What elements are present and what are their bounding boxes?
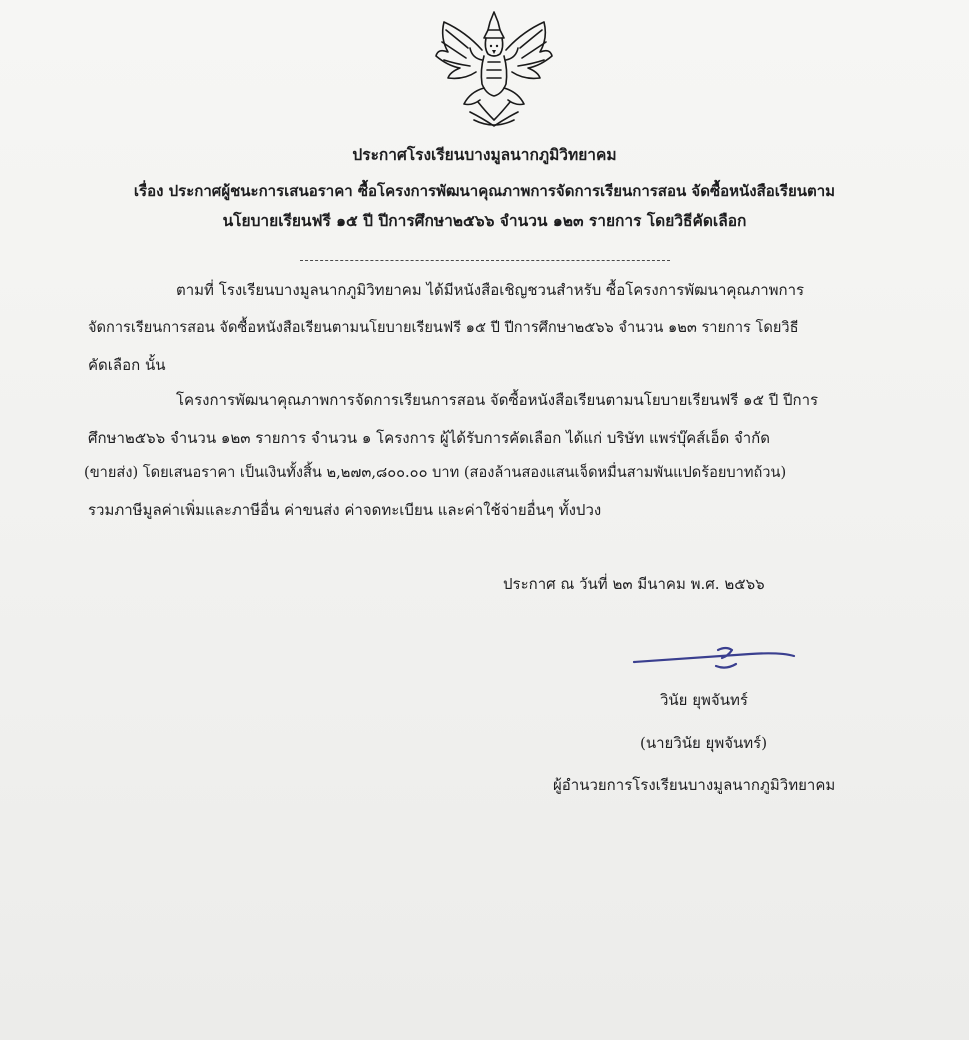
signer-name: วินัย ยุพจันทร์	[660, 691, 748, 709]
paragraph2-line3: (ขายส่ง) โดยเสนอราคา เป็นเงินทั้งสิ้น ๒,๒๗๓,๘๐๐.๐๐ บาท (สองล้านสองแสนเจ็ดหมื่นสามพันแปดร้อยบาทถ้วน)	[84, 464, 787, 481]
handwritten-signature	[630, 640, 800, 680]
announcement-date: ประกาศ ณ วันที่ ๒๓ มีนาคม พ.ศ. ๒๕๖๖	[503, 575, 765, 593]
announcement-subject-line1: เรื่อง ประกาศผู้ชนะการเสนอราคา ซื้อโครงการพัฒนาคุณภาพการจัดการเรียนการสอน จัดซื้อหนังสือเรียนตาม	[133, 182, 836, 200]
paragraph1-line3: คัดเลือก นั้น	[88, 356, 166, 374]
paragraph2-line1: โครงการพัฒนาคุณภาพการจัดการเรียนการสอน จัดซื้อหนังสือเรียนตามนโยบายเรียนฟรี ๑๕ ปี ปีการ	[176, 391, 819, 409]
paragraph2-line4: รวมภาษีมูลค่าเพิ่มและภาษีอื่น ค่าขนส่ง ค่าจดทะเบียน และค่าใช้จ่ายอื่นๆ ทั้งปวง	[88, 501, 602, 519]
announcement-subject-line2: นโยบายเรียนฟรี ๑๕ ปี ปีการศึกษา๒๕๖๖ จำนวน ๑๒๓ รายการ โดยวิธีคัดเลือก	[222, 211, 747, 230]
paragraph2-line2: ศึกษา๒๕๖๖ จำนวน ๑๒๓ รายการ จำนวน ๑ โครงการ ผู้ได้รับการคัดเลือก ได้แก่ บริษัท แพร่บุ๊คส์เอ็ด จำกัด	[88, 429, 771, 447]
signer-position: ผู้อำนวยการโรงเรียนบางมูลนากภูมิวิทยาคม	[553, 776, 836, 794]
announcement-title: ประกาศโรงเรียนบางมูลนากภูมิวิทยาคม	[352, 145, 617, 164]
dashed-divider	[300, 260, 670, 261]
paragraph1-line2: จัดการเรียนการสอน จัดซื้อหนังสือเรียนตามนโยบายเรียนฟรี ๑๕ ปี ปีการศึกษา๒๕๖๖ จำนวน ๑๒๓ รายการ โดยวิธี	[88, 319, 799, 336]
signer-full-name: (นายวินัย ยุพจันทร์)	[640, 734, 768, 752]
garuda-emblem-icon	[430, 8, 558, 130]
paragraph1-line1: ตามที่ โรงเรียนบางมูลนากภูมิวิทยาคม ได้มีหนังสือเชิญชวนสำหรับ ซื้อโครงการพัฒนาคุณภาพการ	[176, 281, 805, 299]
